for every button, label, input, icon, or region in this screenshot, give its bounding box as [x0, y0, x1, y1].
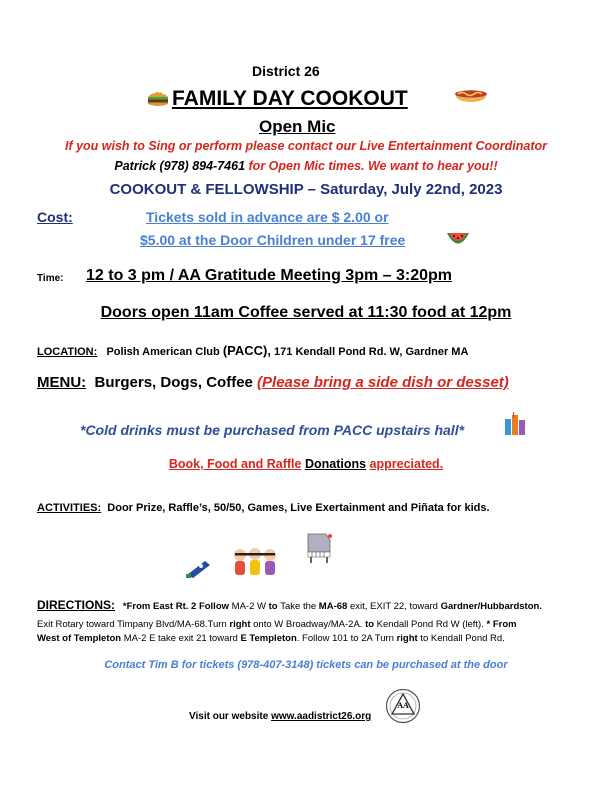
- dir-text: to: [365, 619, 375, 630]
- dir-text: to Kendall Pond Rd.: [420, 633, 505, 644]
- dir-text: right: [396, 633, 418, 644]
- hotdog-icon: [454, 86, 488, 104]
- location-line: [37, 343, 468, 358]
- activities-label: ACTIVITIES:: [37, 502, 102, 514]
- directions-line-3: [37, 633, 505, 644]
- directions-line-2: [37, 619, 517, 630]
- dir-text: Take the: [280, 601, 317, 612]
- dir-text: Exit Rotary toward: [37, 619, 115, 630]
- district-label: District 26: [252, 63, 320, 79]
- donations-line: [0, 457, 612, 471]
- dir-text: *From East Rt. 2 Follow: [122, 601, 230, 612]
- coordinator-contact: Patrick (978) 894-7461: [114, 159, 246, 173]
- doors-info: Doors open 11am Coffee served at 11:30 food at 12pm: [100, 304, 512, 321]
- dir-text: onto W Broadway/MA-2A.: [253, 619, 363, 630]
- dir-text: West of Templeton: [37, 633, 122, 644]
- donations-items: Book, Food and Raffle: [168, 457, 302, 471]
- dir-text: Gardner/Hubbardston: [440, 601, 540, 612]
- menu-label: MENU:: [37, 374, 87, 391]
- time-label: Time:: [37, 273, 64, 284]
- menu-line: [37, 374, 509, 391]
- drinks-note: *Cold drinks must be purchased from PACC upstairs hall*: [80, 422, 465, 438]
- directions-label: DIRECTIONS:: [37, 598, 115, 612]
- activities-text: Door Prize, Raffle’s, 50/50, Games, Live Exertainment and Piñata for kids.: [107, 502, 490, 514]
- website-line: [189, 711, 371, 722]
- donations-word: Donations: [304, 457, 367, 471]
- aa-logo: [385, 688, 421, 724]
- dir-text: . Follow 101 to 2A Turn: [296, 633, 394, 644]
- open-mic-heading: Open Mic: [259, 117, 336, 136]
- location-address: 171 Kendall Pond Rd. W, Gardner MA: [274, 346, 469, 358]
- dir-text: exit, EXIT 22, toward: [349, 601, 438, 612]
- event-date: COOKOUT & FELLOWSHIP – Saturday, July 22nd, 2023: [109, 181, 503, 198]
- event-title: FAMILY DAY COOKOUT: [172, 87, 408, 110]
- piano-icon: [304, 532, 334, 564]
- dir-text: Kendall Pond Rd W (left).: [376, 619, 484, 630]
- drinks-icon: [503, 411, 527, 437]
- time-value: 12 to 3 pm / AA Gratitude Meeting 3pm – 3:20pm: [86, 267, 452, 284]
- dir-text: MA-2 W: [231, 601, 266, 612]
- kids-icon: [230, 545, 280, 581]
- aa-logo-text: AA: [397, 701, 409, 710]
- cost-label: Cost:: [37, 209, 73, 225]
- open-mic-times: for Open Mic times. We want to hear you!!: [248, 159, 498, 173]
- burger-icon: [146, 88, 170, 108]
- dir-text: * From: [486, 619, 517, 630]
- dir-text: E Templeton: [240, 633, 297, 644]
- website-link[interactable]: www.aadistrict26.org: [271, 711, 372, 722]
- menu-items: Burgers, Dogs, Coffee: [94, 374, 253, 391]
- dir-text: to: [268, 601, 278, 612]
- location-abbrev: (PACC),: [222, 343, 271, 358]
- watermelon-icon: [446, 232, 470, 246]
- location-label: LOCATION:: [37, 346, 98, 358]
- activities-line: [37, 502, 490, 514]
- contact-line: Contact Tim B for tickets (978-407-3148) tickets can be purchased at the door: [104, 659, 508, 671]
- dir-text: MA-2 E take exit 21 toward: [123, 633, 238, 644]
- location-venue: Polish American Club: [106, 346, 220, 358]
- directions-line-1: DIRECTIONS: *From East Rt. 2 Follow MA-2 W to Take the MA-68 exit, EXIT 22, toward Gardner/Hubbardston.: [37, 598, 542, 612]
- cornhole-icon: [185, 557, 211, 579]
- cost-door: $5.00 at the Door Children under 17 free: [140, 232, 406, 248]
- menu-note: (Please bring a side dish or desset): [257, 374, 509, 391]
- donations-appreciated: appreciated.: [369, 457, 444, 471]
- dir-text: MA-68: [318, 601, 348, 612]
- open-mic-info: If you wish to Sing or perform please contact our Live Entertainment Coordinator: [64, 139, 547, 153]
- website-prefix: Visit our website: [189, 711, 269, 722]
- cost-advance: Tickets sold in advance are $ 2.00 or: [146, 209, 389, 225]
- dir-text: Timpany Blvd/MA-68.Turn: [117, 619, 227, 630]
- dir-text: right: [229, 619, 251, 630]
- open-mic-contact-line: [0, 159, 612, 173]
